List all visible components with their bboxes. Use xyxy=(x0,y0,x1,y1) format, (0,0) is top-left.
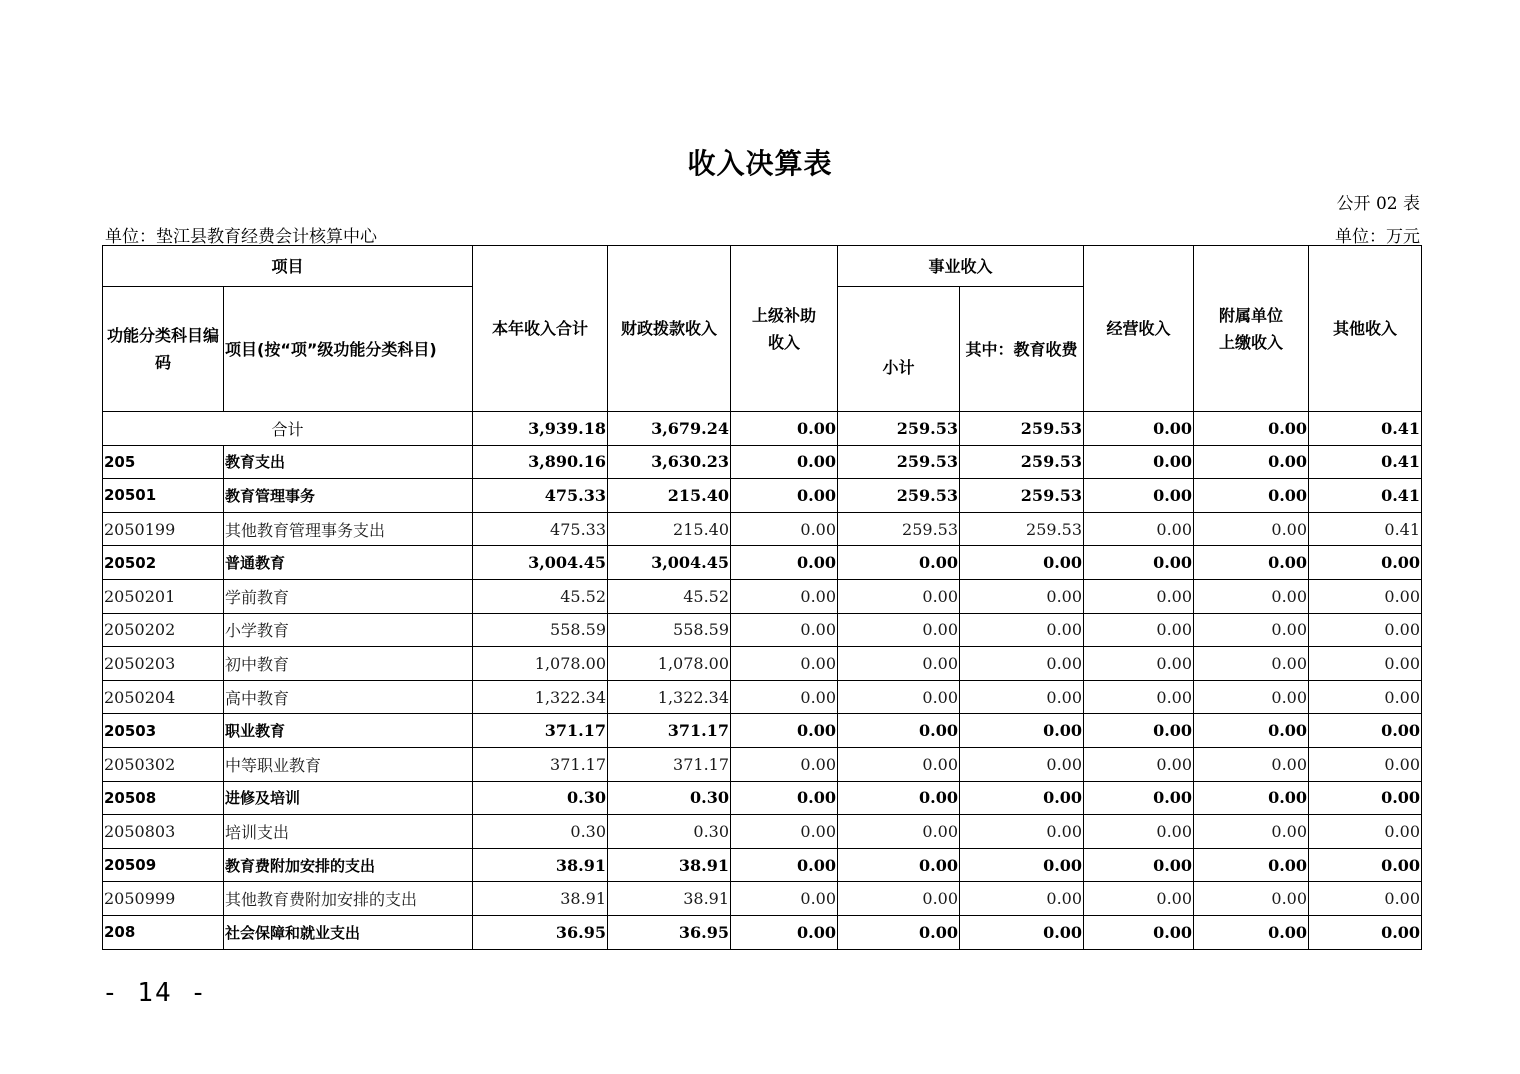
business-income-cell: 0.00 xyxy=(1084,479,1194,513)
affiliated-income-cell: 0.00 xyxy=(1194,445,1309,479)
other-income-cell: 0.00 xyxy=(1309,781,1422,815)
career-subtotal-cell: 0.00 xyxy=(838,613,960,647)
total-income-cell: 36.95 xyxy=(473,915,608,949)
function-code-cell: 20502 xyxy=(103,546,224,580)
function-code-cell: 2050202 xyxy=(103,613,224,647)
header-subtotal xyxy=(838,287,960,412)
function-code-cell: 20503 xyxy=(103,714,224,748)
header-subtotal-label: 小计 xyxy=(882,357,915,377)
superior-subsidy-cell: 0.00 xyxy=(731,546,838,580)
header-project: 项目 xyxy=(103,246,473,287)
table-row xyxy=(103,882,1422,916)
other-income-cell: 0.00 xyxy=(1309,579,1422,613)
total-income-cell: 371.17 xyxy=(473,714,608,748)
income-final-accounts-table xyxy=(102,245,1422,950)
table-row xyxy=(103,781,1422,815)
project-name-cell: 进修及培训 xyxy=(224,781,473,815)
affiliated-income-cell: 0.00 xyxy=(1194,479,1309,513)
function-code-cell: 2050803 xyxy=(103,815,224,849)
other-income-cell: 0.00 xyxy=(1309,714,1422,748)
total-career-subtotal-cell: 259.53 xyxy=(838,412,960,446)
fiscal-appropriation-cell: 38.91 xyxy=(608,848,731,882)
project-name-cell: 其他教育管理事务支出 xyxy=(224,512,473,546)
business-income-cell: 0.00 xyxy=(1084,546,1194,580)
function-code-cell: 2050199 xyxy=(103,512,224,546)
other-income-cell: 0.00 xyxy=(1309,848,1422,882)
career-subtotal-cell: 0.00 xyxy=(838,680,960,714)
project-name-cell: 培训支出 xyxy=(224,815,473,849)
function-code-cell: 2050204 xyxy=(103,680,224,714)
affiliated-income-cell: 0.00 xyxy=(1194,613,1309,647)
total-income-cell: 558.59 xyxy=(473,613,608,647)
header-business-income: 经营收入 xyxy=(1084,246,1194,412)
affiliated-income-cell: 0.00 xyxy=(1194,714,1309,748)
fiscal-appropriation-cell: 0.30 xyxy=(608,781,731,815)
total-education-fee-cell: 259.53 xyxy=(960,412,1084,446)
career-subtotal-cell: 259.53 xyxy=(838,512,960,546)
affiliated-income-cell: 0.00 xyxy=(1194,848,1309,882)
total-affiliated-income-cell: 0.00 xyxy=(1194,412,1309,446)
education-fee-cell: 0.00 xyxy=(960,915,1084,949)
table-row xyxy=(103,815,1422,849)
function-code-cell: 20509 xyxy=(103,848,224,882)
superior-subsidy-cell: 0.00 xyxy=(731,445,838,479)
other-income-cell: 0.00 xyxy=(1309,647,1422,681)
fiscal-appropriation-cell: 371.17 xyxy=(608,747,731,781)
education-fee-cell: 0.00 xyxy=(960,613,1084,647)
affiliated-income-cell: 0.00 xyxy=(1194,579,1309,613)
career-subtotal-cell: 0.00 xyxy=(838,848,960,882)
form-number: 公开 02 表 xyxy=(1336,194,1420,214)
function-code-cell: 2050201 xyxy=(103,579,224,613)
other-income-cell: 0.00 xyxy=(1309,546,1422,580)
header-function-code: 功能分类科目编码 xyxy=(103,287,224,412)
business-income-cell: 0.00 xyxy=(1084,680,1194,714)
education-fee-cell: 0.00 xyxy=(960,747,1084,781)
total-income-cell: 1,078.00 xyxy=(473,647,608,681)
career-subtotal-cell: 259.53 xyxy=(838,479,960,513)
total-income-cell: 371.17 xyxy=(473,747,608,781)
business-income-cell: 0.00 xyxy=(1084,647,1194,681)
career-subtotal-cell: 0.00 xyxy=(838,747,960,781)
education-fee-cell: 259.53 xyxy=(960,479,1084,513)
fiscal-appropriation-cell: 3,004.45 xyxy=(608,546,731,580)
fiscal-appropriation-cell: 0.30 xyxy=(608,815,731,849)
function-code-cell: 20508 xyxy=(103,781,224,815)
education-fee-cell: 0.00 xyxy=(960,546,1084,580)
other-income-cell: 0.00 xyxy=(1309,815,1422,849)
table-body xyxy=(103,412,1422,950)
superior-subsidy-cell: 0.00 xyxy=(731,579,838,613)
project-name-cell: 教育费附加安排的支出 xyxy=(224,848,473,882)
superior-subsidy-cell: 0.00 xyxy=(731,747,838,781)
superior-subsidy-cell: 0.00 xyxy=(731,848,838,882)
project-name-cell: 普通教育 xyxy=(224,546,473,580)
header-education-fee: 其中：教育收费 xyxy=(960,287,1084,412)
business-income-cell: 0.00 xyxy=(1084,445,1194,479)
table-row xyxy=(103,647,1422,681)
affiliated-income-cell: 0.00 xyxy=(1194,546,1309,580)
total-income-cell: 475.33 xyxy=(473,512,608,546)
table-row xyxy=(103,512,1422,546)
table-row xyxy=(103,680,1422,714)
business-income-cell: 0.00 xyxy=(1084,848,1194,882)
other-income-cell: 0.00 xyxy=(1309,915,1422,949)
total-total-income-cell: 3,939.18 xyxy=(473,412,608,446)
header-affiliated-income: 附属单位上缴收入 xyxy=(1194,246,1309,412)
affiliated-income-cell: 0.00 xyxy=(1194,680,1309,714)
education-fee-cell: 0.00 xyxy=(960,882,1084,916)
business-income-cell: 0.00 xyxy=(1084,815,1194,849)
other-income-cell: 0.41 xyxy=(1309,445,1422,479)
total-income-cell: 475.33 xyxy=(473,479,608,513)
other-income-cell: 0.00 xyxy=(1309,747,1422,781)
project-name-cell: 中等职业教育 xyxy=(224,747,473,781)
total-income-cell: 3,890.16 xyxy=(473,445,608,479)
table-row xyxy=(103,714,1422,748)
business-income-cell: 0.00 xyxy=(1084,512,1194,546)
superior-subsidy-cell: 0.00 xyxy=(731,512,838,546)
total-superior-subsidy-cell: 0.00 xyxy=(731,412,838,446)
total-income-cell: 3,004.45 xyxy=(473,546,608,580)
superior-subsidy-cell: 0.00 xyxy=(731,680,838,714)
education-fee-cell: 259.53 xyxy=(960,512,1084,546)
total-label: 合计 xyxy=(103,412,473,446)
function-code-cell: 205 xyxy=(103,445,224,479)
table-row xyxy=(103,445,1422,479)
education-fee-cell: 0.00 xyxy=(960,815,1084,849)
superior-subsidy-cell: 0.00 xyxy=(731,781,838,815)
superior-subsidy-cell: 0.00 xyxy=(731,915,838,949)
affiliated-income-cell: 0.00 xyxy=(1194,815,1309,849)
function-code-cell: 2050999 xyxy=(103,882,224,916)
fiscal-appropriation-cell: 3,630.23 xyxy=(608,445,731,479)
table-row xyxy=(103,546,1422,580)
education-fee-cell: 0.00 xyxy=(960,579,1084,613)
fiscal-appropriation-cell: 45.52 xyxy=(608,579,731,613)
affiliated-income-cell: 0.00 xyxy=(1194,882,1309,916)
total-business-income-cell: 0.00 xyxy=(1084,412,1194,446)
table-row xyxy=(103,848,1422,882)
unit-currency: 单位：万元 xyxy=(1335,227,1420,247)
project-name-cell: 职业教育 xyxy=(224,714,473,748)
superior-subsidy-cell: 0.00 xyxy=(731,882,838,916)
career-subtotal-cell: 0.00 xyxy=(838,815,960,849)
career-subtotal-cell: 0.00 xyxy=(838,546,960,580)
header-total-income: 本年收入合计 xyxy=(473,246,608,412)
superior-subsidy-cell: 0.00 xyxy=(731,479,838,513)
education-fee-cell: 0.00 xyxy=(960,680,1084,714)
business-income-cell: 0.00 xyxy=(1084,781,1194,815)
total-income-cell: 38.91 xyxy=(473,882,608,916)
total-income-cell: 0.30 xyxy=(473,815,608,849)
affiliated-income-cell: 0.00 xyxy=(1194,915,1309,949)
total-other-income-cell: 0.41 xyxy=(1309,412,1422,446)
table-row xyxy=(103,747,1422,781)
header-other-income: 其他收入 xyxy=(1309,246,1422,412)
project-name-cell: 社会保障和就业支出 xyxy=(224,915,473,949)
other-income-cell: 0.00 xyxy=(1309,613,1422,647)
function-code-cell: 20501 xyxy=(103,479,224,513)
fiscal-appropriation-cell: 371.17 xyxy=(608,714,731,748)
project-name-cell: 教育管理事务 xyxy=(224,479,473,513)
table-row xyxy=(103,613,1422,647)
career-subtotal-cell: 0.00 xyxy=(838,781,960,815)
career-subtotal-cell: 0.00 xyxy=(838,882,960,916)
superior-subsidy-cell: 0.00 xyxy=(731,613,838,647)
education-fee-cell: 0.00 xyxy=(960,714,1084,748)
superior-subsidy-cell: 0.00 xyxy=(731,815,838,849)
project-name-cell: 其他教育费附加安排的支出 xyxy=(224,882,473,916)
total-row xyxy=(103,412,1422,446)
project-name-cell: 学前教育 xyxy=(224,579,473,613)
total-income-cell: 45.52 xyxy=(473,579,608,613)
fiscal-appropriation-cell: 558.59 xyxy=(608,613,731,647)
affiliated-income-cell: 0.00 xyxy=(1194,512,1309,546)
business-income-cell: 0.00 xyxy=(1084,579,1194,613)
affiliated-income-cell: 0.00 xyxy=(1194,781,1309,815)
other-income-cell: 0.41 xyxy=(1309,479,1422,513)
education-fee-cell: 0.00 xyxy=(960,781,1084,815)
function-code-cell: 208 xyxy=(103,915,224,949)
business-income-cell: 0.00 xyxy=(1084,747,1194,781)
total-income-cell: 38.91 xyxy=(473,848,608,882)
page-number: - 14 - xyxy=(102,978,208,1008)
header-career-income: 事业收入 xyxy=(838,246,1084,287)
affiliated-income-cell: 0.00 xyxy=(1194,647,1309,681)
fiscal-appropriation-cell: 215.40 xyxy=(608,479,731,513)
other-income-cell: 0.00 xyxy=(1309,680,1422,714)
career-subtotal-cell: 0.00 xyxy=(838,579,960,613)
career-subtotal-cell: 0.00 xyxy=(838,714,960,748)
fiscal-appropriation-cell: 38.91 xyxy=(608,882,731,916)
table-row xyxy=(103,579,1422,613)
education-fee-cell: 0.00 xyxy=(960,647,1084,681)
header-project-name: 项目(按“项”级功能分类科目) xyxy=(224,287,473,412)
page-title: 收入决算表 xyxy=(687,147,833,180)
table-row xyxy=(103,479,1422,513)
education-fee-cell: 0.00 xyxy=(960,848,1084,882)
career-subtotal-cell: 259.53 xyxy=(838,445,960,479)
business-income-cell: 0.00 xyxy=(1084,714,1194,748)
affiliated-income-cell: 0.00 xyxy=(1194,747,1309,781)
table-row xyxy=(103,915,1422,949)
superior-subsidy-cell: 0.00 xyxy=(731,714,838,748)
education-fee-cell: 259.53 xyxy=(960,445,1084,479)
superior-subsidy-cell: 0.00 xyxy=(731,647,838,681)
business-income-cell: 0.00 xyxy=(1084,882,1194,916)
project-name-cell: 小学教育 xyxy=(224,613,473,647)
other-income-cell: 0.00 xyxy=(1309,882,1422,916)
function-code-cell: 2050203 xyxy=(103,647,224,681)
business-income-cell: 0.00 xyxy=(1084,613,1194,647)
header-superior-subsidy: 上级补助收入 xyxy=(731,246,838,412)
other-income-cell: 0.41 xyxy=(1309,512,1422,546)
total-income-cell: 0.30 xyxy=(473,781,608,815)
fiscal-appropriation-cell: 36.95 xyxy=(608,915,731,949)
project-name-cell: 高中教育 xyxy=(224,680,473,714)
career-subtotal-cell: 0.00 xyxy=(838,915,960,949)
fiscal-appropriation-cell: 1,078.00 xyxy=(608,647,731,681)
fiscal-appropriation-cell: 215.40 xyxy=(608,512,731,546)
unit-organization: 单位：垫江县教育经费会计核算中心 xyxy=(105,227,377,247)
project-name-cell: 初中教育 xyxy=(224,647,473,681)
project-name-cell: 教育支出 xyxy=(224,445,473,479)
fiscal-appropriation-cell: 1,322.34 xyxy=(608,680,731,714)
career-subtotal-cell: 0.00 xyxy=(838,647,960,681)
header-fiscal-appropriation: 财政拨款收入 xyxy=(608,246,731,412)
function-code-cell: 2050302 xyxy=(103,747,224,781)
total-fiscal-appropriation-cell: 3,679.24 xyxy=(608,412,731,446)
total-income-cell: 1,322.34 xyxy=(473,680,608,714)
business-income-cell: 0.00 xyxy=(1084,915,1194,949)
